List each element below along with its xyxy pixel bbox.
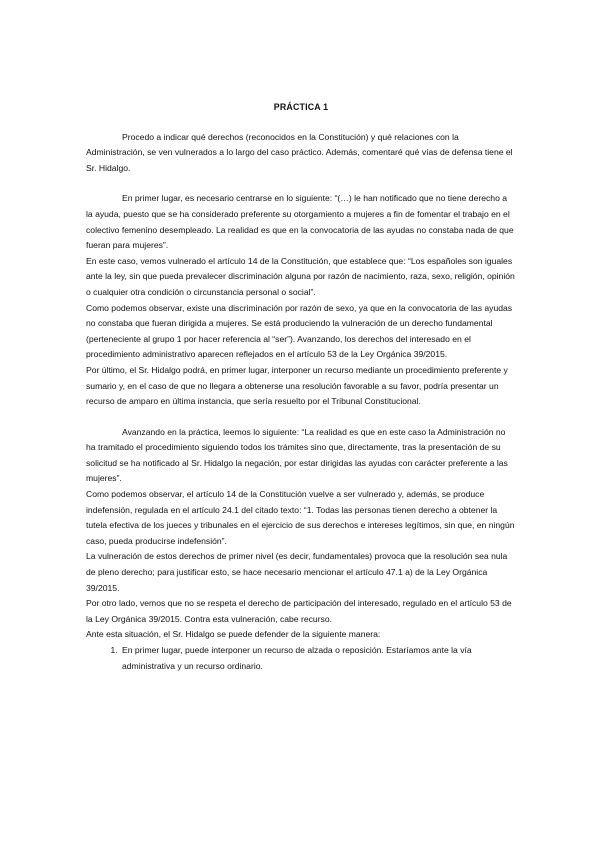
defense-list bbox=[86, 643, 516, 674]
intro-paragraph: Procedo a indicar qué derechos (reconocidos en la Constitución) y qué relaciones con la Administración, se ven vulnerados a lo largo del caso práctico. Además, comentaré qué vías de defensa tiene el Sr. Hidalgo. bbox=[86, 131, 513, 173]
paragraph-quote-1: En primer lugar, es necesario centrarse en lo siguiente: “(…) le han notificado que no tiene derecho a la ayuda, puesto que se ha considerado preferente su otorgamiento a mujeres a fin de fomentar el trabajo en el colectivo femenino desempleado. La realidad es que en la convocatoria de las ayudas no constaba nada de que fueran para mujeres”. bbox=[86, 193, 514, 251]
paragraph-article-14: En este caso, vemos vulnerado el artículo 14 de la Constitución, que establece que: “Los españoles son iguales ante la ley, sin que pueda prevalecer discriminación alguna por razón de nacimiento, raza, sexo, religión, opinión o cualquier otra condición o circunstancia personal o social”. bbox=[86, 255, 515, 297]
list-item: 1. En primer lugar, puede interponer un recurso de alzada o reposición. Estaríamos ante la vía administrativa y un recurso ordinario. bbox=[120, 643, 516, 674]
paragraph-remedies: Por último, el Sr. Hidalgo podrá, en primer lugar, interponer un recurso mediante un procedimiento preferente y sumario y, en el caso de que no llegara a obtenerse una resolución favorable a su favor, podría presentar un recurso de amparo en última instancia, que sería resuelto por el Tribunal Constitucional. bbox=[86, 364, 508, 407]
paragraph-nullity: La vulneración de estos derechos de primer nivel (es decir, fundamentales) provoca que la resolución sea nula de pleno derecho; para justificar esto, se hace necesario mencionar el artículo 47.1 a) de la Ley Orgánica 39/2015. bbox=[86, 551, 508, 593]
paragraph-quote-2: Avanzando en la práctica, leemos lo siguiente: “La realidad es que en este caso la Administración no ha tramitado el procedimiento siguiendo todos los trámites sino que, directamente, tras la presentación de su solicitud se ha notificado al Sr. Hidalgo la negación, por estar dirigidas las ayudas con carácter preferente a las mujeres”. bbox=[86, 426, 508, 484]
paragraph-discrimination: Como podemos observar, existe una discriminación por razón de sexo, ya que en la convocatoria de las ayudas no constaba que fueran dirigida a mujeres. Se está produciendo la vulneración de un derecho fundamental (perteneciente al grupo 1 por hacer referencia al “ser”). Avanzando, los derechos del interesado en el procedimiento administrativo aparecen reflejados en el artículo 53 de la Ley Orgánica 39/2015. bbox=[86, 302, 513, 360]
paragraph-spacer bbox=[86, 410, 516, 425]
page-title: PRÁCTICA 1 bbox=[273, 102, 329, 112]
paragraph-spacer bbox=[86, 176, 516, 191]
paragraph-participation: Por otro lado, vemos que no se respeta el derecho de participación del interesado, regulado en el artículo 53 de la Ley Orgánica 39/2015. Contra esta vulneración, cabe recurso. bbox=[86, 598, 512, 624]
paragraph-article-24: Como podemos observar, el artículo 14 de la Constitución vuelve a ser vulnerado y, además, se produce indefensión, regulada en el artículo 24.1 del citado texto: “1. Todas las personas tienen derecho a obtener la tutela efectiva de los jueces y tribunales en el ejercicio de sus derechos e intereses legítimos, sin que, en ningún caso, pueda producirse indefensión”. bbox=[86, 489, 515, 546]
paragraph-defense-intro: Ante esta situación, el Sr. Hidalgo se puede defender de la siguiente manera: bbox=[86, 629, 381, 640]
document-page bbox=[86, 100, 516, 674]
